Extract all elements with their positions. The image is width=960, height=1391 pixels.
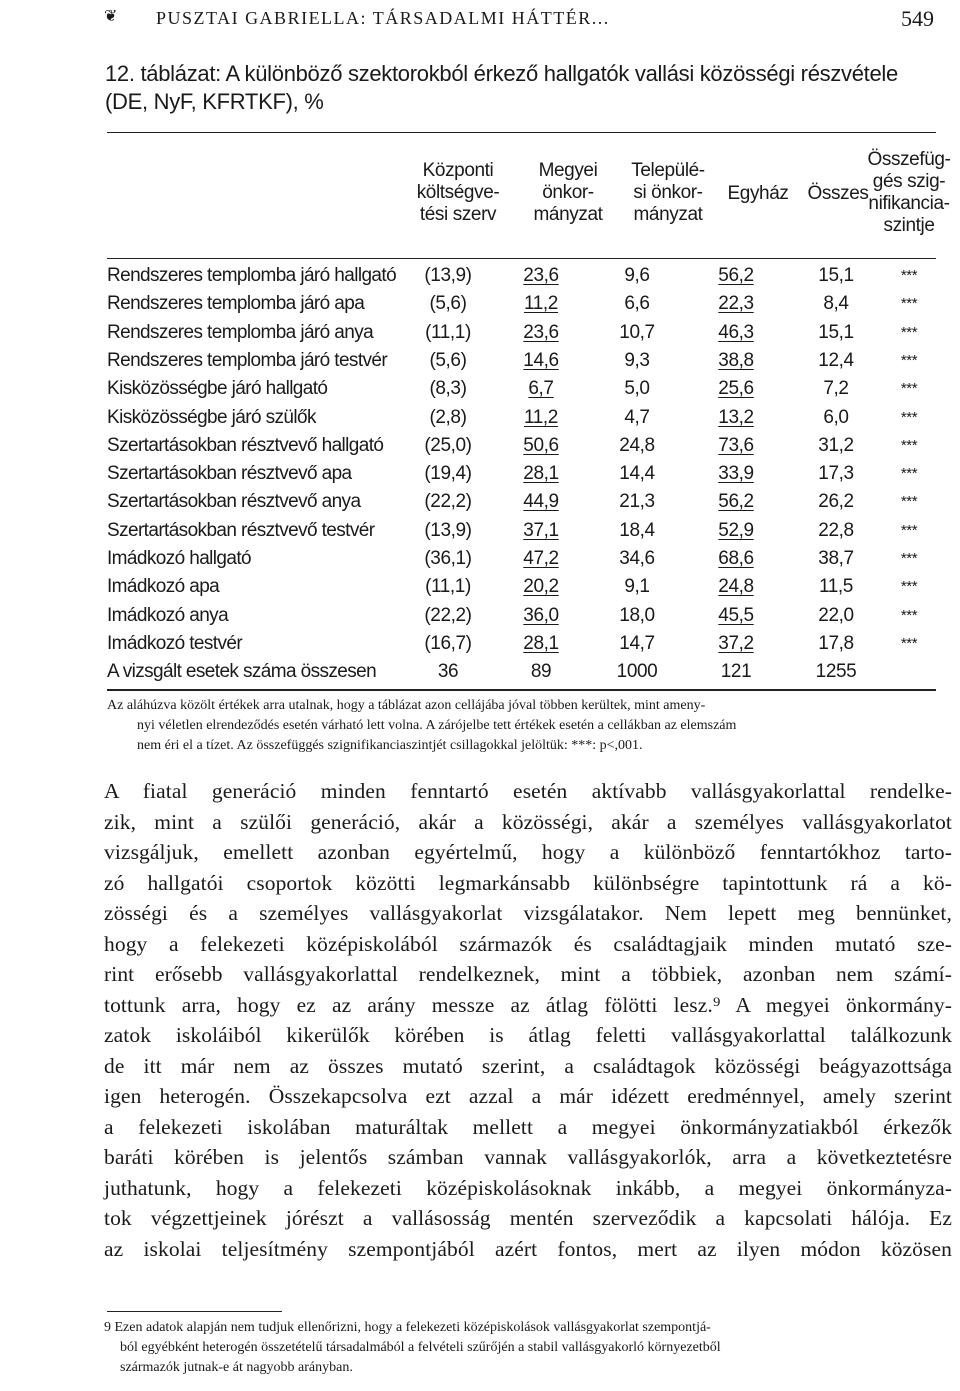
- table-row: [0, 576, 960, 604]
- column-header-line: szintje: [883, 215, 935, 236]
- value-cell: 28,1: [523, 463, 559, 485]
- column-header: [403, 160, 513, 226]
- value-cell: (5,6): [429, 293, 467, 315]
- table-row: [0, 350, 960, 378]
- body-line: zó hallgatói csoportok közötti legmarkánsabb különbségre tapintottunk rá a kö-: [104, 870, 952, 895]
- footnote-line: 9 Ezen adatok alapján nem tudjuk ellenőrizni, hogy a felekezeti középiskolások vallásgyakorlat szempontjá-: [104, 1320, 711, 1335]
- significance-cell: ***: [900, 521, 918, 539]
- value-cell: 36,0: [523, 604, 559, 626]
- column-header-line: tési szerv: [419, 204, 497, 225]
- running-head-title: PUSZTAI GABRIELLA: TÁRSADALMI HÁTTÉR...: [156, 8, 610, 28]
- ornament-icon: ❦: [104, 8, 119, 25]
- table-bottom-rule: [107, 689, 936, 691]
- value-cell: 14,6: [523, 349, 559, 371]
- row-label: Imádkozó hallgató: [107, 548, 252, 569]
- running-head: [104, 4, 934, 34]
- row-label: Szertartásokban résztvevő testvér: [107, 519, 375, 541]
- column-header-line: Megyei: [538, 160, 598, 181]
- body-line: tottunk arra, hogy ez az arány messze az átlag fölötti lesz.⁹ A megyei önkormány-: [104, 992, 952, 1017]
- column-header-line: Összefüg-: [867, 149, 951, 170]
- body-line: zatok iskoláiból kikerülők körében is átlag feletti vallásgyakorlattal találkozunk: [104, 1023, 952, 1047]
- significance-cell: ***: [900, 436, 918, 454]
- row-label: Kisközösségbe járó hallgató: [107, 378, 328, 400]
- value-cell: 11,2: [524, 406, 558, 428]
- value-cell: 33,9: [718, 463, 754, 485]
- body-line: hogy a felekezeti középiskolából származók és családtagjaik minden mutató sze-: [104, 931, 952, 956]
- value-cell: 17,3: [818, 463, 854, 485]
- column-header-line: nifikancia-: [868, 193, 950, 214]
- value-cell: 24,8: [718, 576, 754, 598]
- significance-cell: ***: [900, 493, 918, 511]
- value-cell: 20,2: [523, 576, 559, 598]
- body-line: a felekezeti iskolában maturáltak mellett a megyei önkormányzatiakból érkezők: [104, 1114, 952, 1139]
- row-label: Szertartásokban résztvevő anya: [107, 491, 361, 513]
- row-label: Rendszeres templomba járó testvér: [107, 349, 388, 371]
- column-header-line: mányzat: [633, 204, 703, 225]
- body-line: vizsgáljuk, emellett azonban egyértelmű, hogy a különböző fenntartókhoz tarto-: [104, 840, 952, 864]
- value-cell: (2,8): [429, 406, 467, 428]
- value-cell: 9,1: [624, 576, 650, 598]
- value-cell: 17,8: [818, 632, 854, 654]
- row-label: Rendszeres templomba járó apa: [107, 293, 365, 315]
- significance-cell: ***: [900, 465, 918, 483]
- table-note-line: nem éri el a tízet. Az összefüggés szignifikanciaszintjét csillagokkal jelöltük: ***: p<,001.: [137, 738, 643, 753]
- value-cell: 15,1: [818, 321, 854, 343]
- significance-cell: ***: [900, 380, 918, 398]
- body-line: igen heterogén. Összekapcsolva ezt azzal a már idézett eredménnyel, amely szerint: [104, 1084, 952, 1108]
- column-header-line: költségve-: [416, 182, 500, 203]
- column-header-line: Települé-: [631, 160, 705, 181]
- page-number: 549: [901, 6, 934, 31]
- value-cell: (11,1): [425, 576, 471, 598]
- value-cell: 14,7: [619, 632, 655, 654]
- significance-cell: ***: [900, 351, 918, 369]
- significance-cell: ***: [900, 578, 918, 596]
- value-cell: 7,2: [823, 378, 849, 400]
- column-header: [713, 183, 803, 205]
- value-cell: 121: [720, 661, 752, 683]
- column-header-line: gés szig-: [872, 171, 946, 192]
- value-cell: (13,9): [424, 265, 472, 286]
- value-cell: 50,6: [523, 434, 559, 456]
- value-cell: 13,2: [718, 406, 754, 428]
- body-line: A fiatal generáció minden fenntartó esetén aktívabb vallásgyakorlattal rendelke-: [104, 779, 952, 803]
- table-row: [0, 605, 960, 633]
- value-cell: 22,8: [818, 519, 854, 541]
- value-cell: 31,2: [818, 434, 854, 456]
- significance-cell: ***: [900, 550, 918, 567]
- value-cell: (8,3): [429, 378, 467, 400]
- table-row: [0, 322, 960, 350]
- table-note: [107, 696, 942, 756]
- column-header-line: Központi: [422, 160, 494, 181]
- value-cell: 28,1: [523, 632, 559, 654]
- value-cell: 18,4: [619, 519, 655, 541]
- table-row: [0, 548, 960, 576]
- table-row: [0, 520, 960, 548]
- row-label: Rendszeres templomba járó anya: [107, 321, 374, 343]
- value-cell: 6,6: [624, 293, 650, 315]
- table-row: [0, 265, 960, 293]
- value-cell: (19,4): [424, 463, 472, 485]
- footnote-rule: [107, 1311, 282, 1312]
- table-caption: 12. táblázat: A különböző szektorokból érkező hallgatók vallási közösségi részvétele (DE, NyF, KFRTKF), %: [105, 61, 898, 114]
- value-cell: 52,9: [718, 519, 754, 541]
- value-cell: 36: [437, 661, 459, 683]
- value-cell: (16,7): [424, 632, 472, 654]
- significance-cell: ***: [900, 323, 918, 341]
- table-row: [0, 378, 960, 406]
- value-cell: 38,7: [818, 548, 854, 569]
- value-cell: (22,2): [424, 604, 472, 626]
- significance-cell: ***: [900, 634, 918, 652]
- value-cell: 37,1: [523, 519, 559, 541]
- row-label: Rendszeres templomba járó hallgató: [107, 265, 397, 286]
- table-row: [0, 633, 960, 661]
- value-cell: (13,9): [424, 519, 472, 541]
- significance-cell: ***: [900, 295, 918, 313]
- body-line: juthatunk, hogy a felekezeti középiskolásoknak inkább, a megyei önkormányza-: [104, 1175, 952, 1200]
- value-cell: 6,0: [823, 406, 849, 428]
- column-header: [613, 160, 723, 226]
- row-label: Imádkozó testvér: [107, 632, 243, 654]
- table-top-rule: [107, 132, 936, 133]
- table-row: [0, 463, 960, 491]
- value-cell: 21,3: [619, 491, 655, 513]
- significance-cell: ***: [900, 267, 918, 284]
- significance-cell: ***: [900, 606, 918, 624]
- table-header-rule: [107, 258, 936, 259]
- value-cell: 25,6: [718, 378, 754, 400]
- value-cell: 18,0: [619, 604, 655, 626]
- value-cell: 26,2: [818, 491, 854, 513]
- body-line: baráti körében is jelentős számban vannak vallásgyakorlók, arra a következtetésre: [104, 1145, 952, 1169]
- value-cell: 6,7: [528, 378, 554, 400]
- body-line: zik, mint a szülői generáció, akár a közösségi, akár a személyes vallásgyakorlatot: [104, 809, 952, 834]
- value-cell: (22,2): [424, 491, 472, 513]
- table-row: [0, 293, 960, 321]
- value-cell: 5,0: [624, 378, 650, 400]
- table-note-line: Az aláhúzva közölt értékek arra utalnak, hogy a táblázat azon cellájába jóval többen kerültek, mint ameny-: [107, 698, 706, 713]
- value-cell: 37,2: [718, 632, 754, 654]
- table-note-line: nyi véletlen elrendeződés esetén várható lett volna. A zárójelbe tett értékek esetén a cellákban az elemszám: [137, 718, 737, 733]
- column-header-line: si önkor-: [633, 182, 703, 203]
- value-cell: 12,4: [818, 349, 854, 371]
- row-label: Imádkozó apa: [107, 576, 220, 598]
- value-cell: 1000: [616, 661, 658, 683]
- value-cell: 11,5: [819, 576, 853, 598]
- body-line: zösségi és a személyes vallásgyakorlat vizsgálatakor. Nem lepett meg bennünket,: [104, 901, 952, 925]
- value-cell: 89: [530, 661, 552, 683]
- row-label: A vizsgált esetek száma összesen: [107, 661, 377, 683]
- significance-cell: ***: [900, 408, 918, 426]
- column-header: [859, 149, 959, 237]
- value-cell: (36,1): [424, 548, 472, 569]
- value-cell: 10,7: [619, 321, 655, 343]
- value-cell: 22,0: [818, 604, 854, 626]
- column-header-line: Összes: [807, 183, 869, 204]
- value-cell: 23,6: [523, 265, 559, 286]
- value-cell: 24,8: [619, 434, 655, 456]
- column-header-line: Egyház: [727, 183, 789, 204]
- value-cell: 73,6: [718, 434, 754, 456]
- table-row: [0, 661, 960, 689]
- value-cell: 68,6: [718, 548, 754, 569]
- row-label: Szertartásokban résztvevő hallgató: [107, 434, 384, 456]
- footnote-line: ból egyébként heterogén összetételű társadalmából a felvételi szűrőjén a stabil vallásgyakorló környezetből: [120, 1340, 721, 1355]
- value-cell: 4,7: [624, 406, 650, 428]
- footnote-line: származók jutnak-e át nagyobb arányban.: [120, 1360, 353, 1375]
- value-cell: 34,6: [619, 548, 655, 569]
- value-cell: 22,3: [718, 293, 754, 315]
- column-header-line: önkor-: [542, 182, 594, 203]
- column-header-line: mányzat: [533, 204, 603, 225]
- value-cell: 56,2: [718, 491, 754, 513]
- value-cell: 8,4: [823, 293, 849, 315]
- value-cell: 38,8: [718, 349, 754, 371]
- table-row: [0, 491, 960, 519]
- column-header: [513, 160, 623, 226]
- value-cell: (25,0): [424, 434, 472, 456]
- value-cell: 56,2: [718, 265, 754, 286]
- footnote: [104, 1318, 944, 1378]
- row-label: Kisközösségbe járó szülők: [107, 406, 316, 428]
- value-cell: 11,2: [524, 293, 558, 315]
- value-cell: 15,1: [818, 265, 854, 286]
- body-line: az iskolai teljesítmény szempontjából azért fontos, mert az ilyen módon közösen: [104, 1236, 952, 1261]
- value-cell: 46,3: [718, 321, 754, 343]
- row-label: Imádkozó anya: [107, 604, 229, 626]
- table-row: [0, 435, 960, 463]
- table-row: [0, 407, 960, 435]
- value-cell: 23,6: [523, 321, 559, 343]
- value-cell: 44,9: [523, 491, 559, 513]
- value-cell: 1255: [815, 661, 857, 683]
- row-label: Szertartásokban résztvevő apa: [107, 463, 352, 485]
- body-line: de itt már nem az összes mutató szerint, a családtagok közösségi beágyazottsága: [104, 1053, 952, 1078]
- body-paragraph: [104, 776, 952, 1264]
- value-cell: 9,3: [624, 349, 650, 371]
- body-line: rint erősebb vallásgyakorlattal rendelkeznek, mint a többiek, azonban nem számí-: [104, 962, 952, 986]
- value-cell: (11,1): [425, 321, 471, 343]
- value-cell: 9,6: [624, 265, 650, 286]
- value-cell: 45,5: [718, 604, 754, 626]
- value-cell: 14,4: [619, 463, 655, 485]
- value-cell: 47,2: [523, 548, 559, 569]
- value-cell: (5,6): [429, 349, 467, 371]
- body-line: tok végzettjeinek jórészt a vallásosság mentén szerveződik a kapcsolati hálója. Ez: [104, 1206, 952, 1230]
